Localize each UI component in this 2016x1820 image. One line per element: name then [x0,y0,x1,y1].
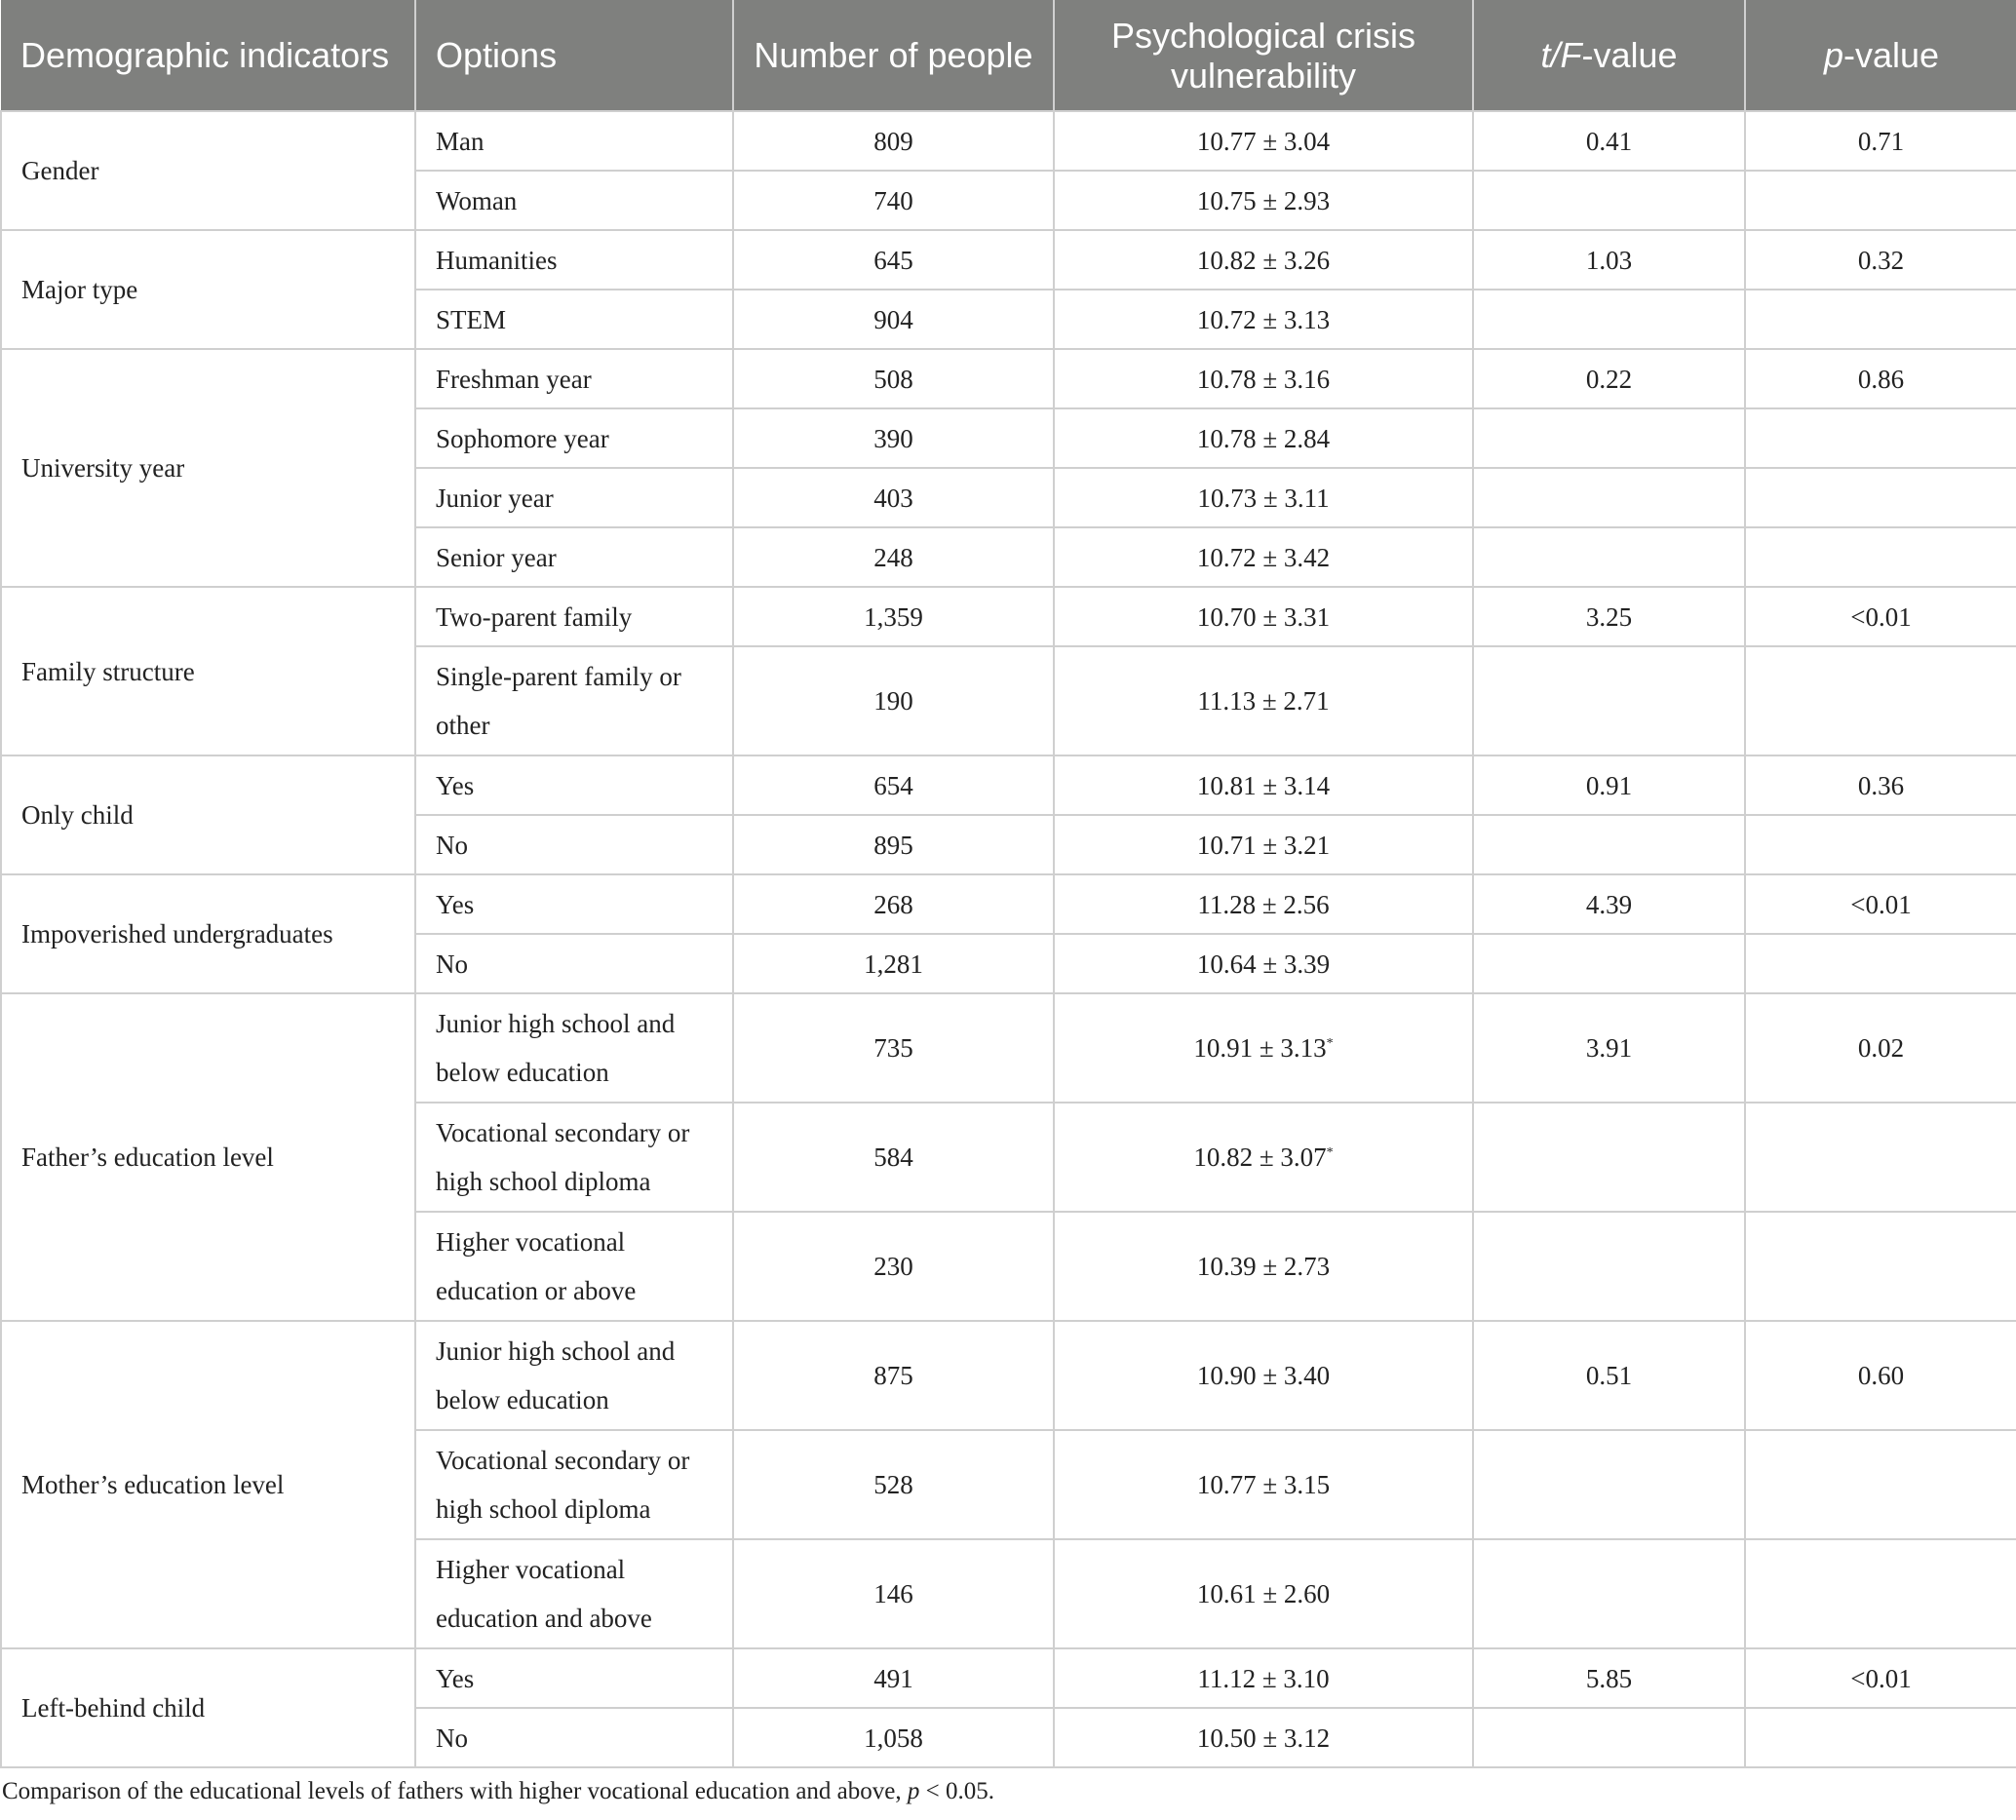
cell-p-value [1745,1212,2016,1321]
cell-indicator: Only child [1,755,415,874]
cell-p-value: <0.01 [1745,587,2016,646]
cell-option: Vocational secondary or high school diploma [415,1430,733,1539]
cell-p-value [1745,815,2016,874]
cell-vulnerability [1054,1539,1473,1648]
header-options: Options [415,0,733,111]
cell-p-value [1745,1539,2016,1648]
cell-vulnerability [1054,290,1473,349]
header-p-suffix: -value [1842,35,1940,75]
header-number-of-people: Number of people [733,0,1054,111]
cell-option: No [415,1708,733,1767]
cell-indicator: Major type [1,230,415,349]
cell-number: 268 [733,874,1054,934]
vulnerability-value: 11.13 ± 2.71 [1197,686,1330,716]
cell-tf-value [1473,408,1745,468]
vulnerability-value: 10.77 ± 3.04 [1196,126,1331,156]
header-tf-value [1473,0,1745,111]
cell-number: 1,281 [733,934,1054,993]
header-tf-italic: t/F [1540,35,1582,75]
header-tf-suffix: -value [1581,35,1678,75]
cell-option: Two-parent family [415,587,733,646]
footnote-tail: < 0.05. [919,1778,994,1804]
cell-p-value: 0.36 [1745,755,2016,815]
cell-vulnerability [1054,1103,1473,1212]
cell-p-value [1745,1103,2016,1212]
cell-number: 904 [733,290,1054,349]
cell-number: 654 [733,755,1054,815]
cell-vulnerability [1054,468,1473,527]
table-row [1,755,2016,815]
cell-tf-value [1473,527,1745,587]
cell-tf-value [1473,468,1745,527]
cell-tf-value: 0.91 [1473,755,1745,815]
cell-vulnerability [1054,815,1473,874]
cell-vulnerability [1054,111,1473,171]
vulnerability-value: 10.50 ± 3.12 [1196,1723,1331,1753]
cell-p-value: 0.32 [1745,230,2016,290]
header-p-value [1745,0,2016,111]
cell-number: 146 [733,1539,1054,1648]
cell-vulnerability [1054,1648,1473,1708]
table-body [1,111,2016,1767]
table-row [1,587,2016,646]
cell-option: Junior year [415,468,733,527]
cell-vulnerability [1054,230,1473,290]
cell-p-value [1745,290,2016,349]
cell-p-value: 0.71 [1745,111,2016,171]
cell-option: Woman [415,171,733,230]
vulnerability-value: 10.73 ± 3.11 [1197,483,1330,513]
cell-indicator: Gender [1,111,415,230]
cell-p-value [1745,527,2016,587]
cell-tf-value: 1.03 [1473,230,1745,290]
cell-vulnerability [1054,755,1473,815]
cell-number: 809 [733,111,1054,171]
cell-p-value: 0.60 [1745,1321,2016,1430]
cell-tf-value [1473,1708,1745,1767]
cell-tf-value: 0.22 [1473,349,1745,408]
cell-indicator: University year [1,349,415,587]
cell-number: 230 [733,1212,1054,1321]
cell-tf-value [1473,1103,1745,1212]
vulnerability-value: 10.82 ± 3.07 [1193,1142,1327,1172]
vulnerability-value: 11.12 ± 3.10 [1197,1663,1330,1693]
cell-number: 190 [733,646,1054,755]
cell-vulnerability [1054,527,1473,587]
cell-number: 740 [733,171,1054,230]
cell-option: No [415,934,733,993]
cell-option: Higher vocational education or above [415,1212,733,1321]
cell-indicator: Left-behind child [1,1648,415,1767]
cell-option: Man [415,111,733,171]
cell-tf-value: 0.41 [1473,111,1745,171]
cell-p-value: <0.01 [1745,874,2016,934]
cell-p-value: <0.01 [1745,1648,2016,1708]
vulnerability-value: 10.81 ± 3.14 [1196,770,1331,800]
cell-tf-value [1473,290,1745,349]
cell-p-value [1745,408,2016,468]
cell-p-value: 0.86 [1745,349,2016,408]
cell-indicator: Family structure [1,587,415,755]
cell-indicator: Father’s education level [1,993,415,1321]
cell-number: 645 [733,230,1054,290]
cell-option: Vocational secondary or high school diploma [415,1103,733,1212]
cell-vulnerability [1054,1430,1473,1539]
cell-tf-value: 5.85 [1473,1648,1745,1708]
header-psychological-crisis-vulnerability: Psychological crisis vulnerability [1054,0,1473,111]
cell-option: Junior high school and below education [415,1321,733,1430]
table-row [1,1648,2016,1708]
table-row [1,993,2016,1103]
footnote-text: Comparison of the educational levels of fathers with higher vocational education and above, [2,1778,908,1804]
cell-number: 248 [733,527,1054,587]
cell-number: 735 [733,993,1054,1103]
significance-marker: * [1326,1036,1334,1051]
vulnerability-value: 10.78 ± 2.84 [1196,423,1331,453]
table-row [1,230,2016,290]
cell-vulnerability [1054,171,1473,230]
vulnerability-value: 10.71 ± 3.21 [1196,830,1331,860]
vulnerability-value: 10.72 ± 3.13 [1196,304,1331,334]
cell-vulnerability [1054,1212,1473,1321]
vulnerability-value: 10.72 ± 3.42 [1196,542,1331,572]
cell-number: 491 [733,1648,1054,1708]
cell-option: Single-parent family or other [415,646,733,755]
cell-tf-value [1473,171,1745,230]
cell-vulnerability [1054,349,1473,408]
cell-option: Yes [415,755,733,815]
vulnerability-value: 10.78 ± 3.16 [1196,364,1331,394]
cell-vulnerability [1054,408,1473,468]
vulnerability-value: 10.39 ± 2.73 [1196,1252,1331,1281]
cell-p-value [1745,171,2016,230]
cell-option: Senior year [415,527,733,587]
vulnerability-value: 10.75 ± 2.93 [1196,185,1331,215]
vulnerability-value: 10.64 ± 3.39 [1196,949,1331,979]
cell-tf-value [1473,646,1745,755]
cell-number: 875 [733,1321,1054,1430]
header-p-italic: p [1823,35,1843,75]
cell-tf-value [1473,934,1745,993]
cell-vulnerability [1054,1708,1473,1767]
cell-vulnerability [1054,646,1473,755]
vulnerability-value: 10.90 ± 3.40 [1196,1361,1331,1390]
cell-number: 1,359 [733,587,1054,646]
cell-number: 1,058 [733,1708,1054,1767]
cell-tf-value [1473,1539,1745,1648]
cell-vulnerability [1054,934,1473,993]
cell-option: Junior high school and below education [415,993,733,1103]
cell-p-value [1745,1430,2016,1539]
vulnerability-value: 10.61 ± 2.60 [1196,1579,1331,1608]
cell-number: 895 [733,815,1054,874]
cell-option: Yes [415,1648,733,1708]
table-row [1,349,2016,408]
cell-option: STEM [415,290,733,349]
cell-tf-value: 3.25 [1473,587,1745,646]
cell-option: Sophomore year [415,408,733,468]
cell-tf-value: 4.39 [1473,874,1745,934]
cell-indicator: Mother’s education level [1,1321,415,1648]
cell-tf-value [1473,1212,1745,1321]
table-row [1,111,2016,171]
cell-tf-value [1473,1430,1745,1539]
cell-option: No [415,815,733,874]
cell-number: 390 [733,408,1054,468]
cell-option: Yes [415,874,733,934]
cell-number: 528 [733,1430,1054,1539]
cell-option: Higher vocational education and above [415,1539,733,1648]
vulnerability-value: 11.28 ± 2.56 [1197,889,1330,919]
cell-p-value: 0.02 [1745,993,2016,1103]
cell-vulnerability [1054,874,1473,934]
significance-marker: * [1326,1145,1334,1160]
cell-option: Freshman year [415,349,733,408]
cell-vulnerability [1054,1321,1473,1430]
cell-number: 584 [733,1103,1054,1212]
cell-vulnerability [1054,587,1473,646]
cell-number: 508 [733,349,1054,408]
cell-p-value [1745,468,2016,527]
cell-p-value [1745,934,2016,993]
table-header [1,0,2016,111]
cell-tf-value: 3.91 [1473,993,1745,1103]
vulnerability-value: 10.91 ± 3.13 [1193,1033,1327,1063]
cell-vulnerability [1054,993,1473,1103]
cell-tf-value [1473,815,1745,874]
footnote-p-italic: p [907,1778,920,1804]
cell-p-value [1745,646,2016,755]
cell-tf-value: 0.51 [1473,1321,1745,1430]
cell-number: 403 [733,468,1054,527]
header-demographic-indicators: Demographic indicators [1,0,415,111]
cell-p-value [1745,1708,2016,1767]
table-row [1,874,2016,934]
cell-indicator: Impoverished undergraduates [1,874,415,993]
table-footnote [2,1776,994,1807]
vulnerability-value: 10.82 ± 3.26 [1196,245,1331,275]
table-row [1,1321,2016,1430]
vulnerability-value: 10.77 ± 3.15 [1196,1470,1331,1499]
cell-option: Humanities [415,230,733,290]
vulnerability-value: 10.70 ± 3.31 [1196,601,1331,632]
